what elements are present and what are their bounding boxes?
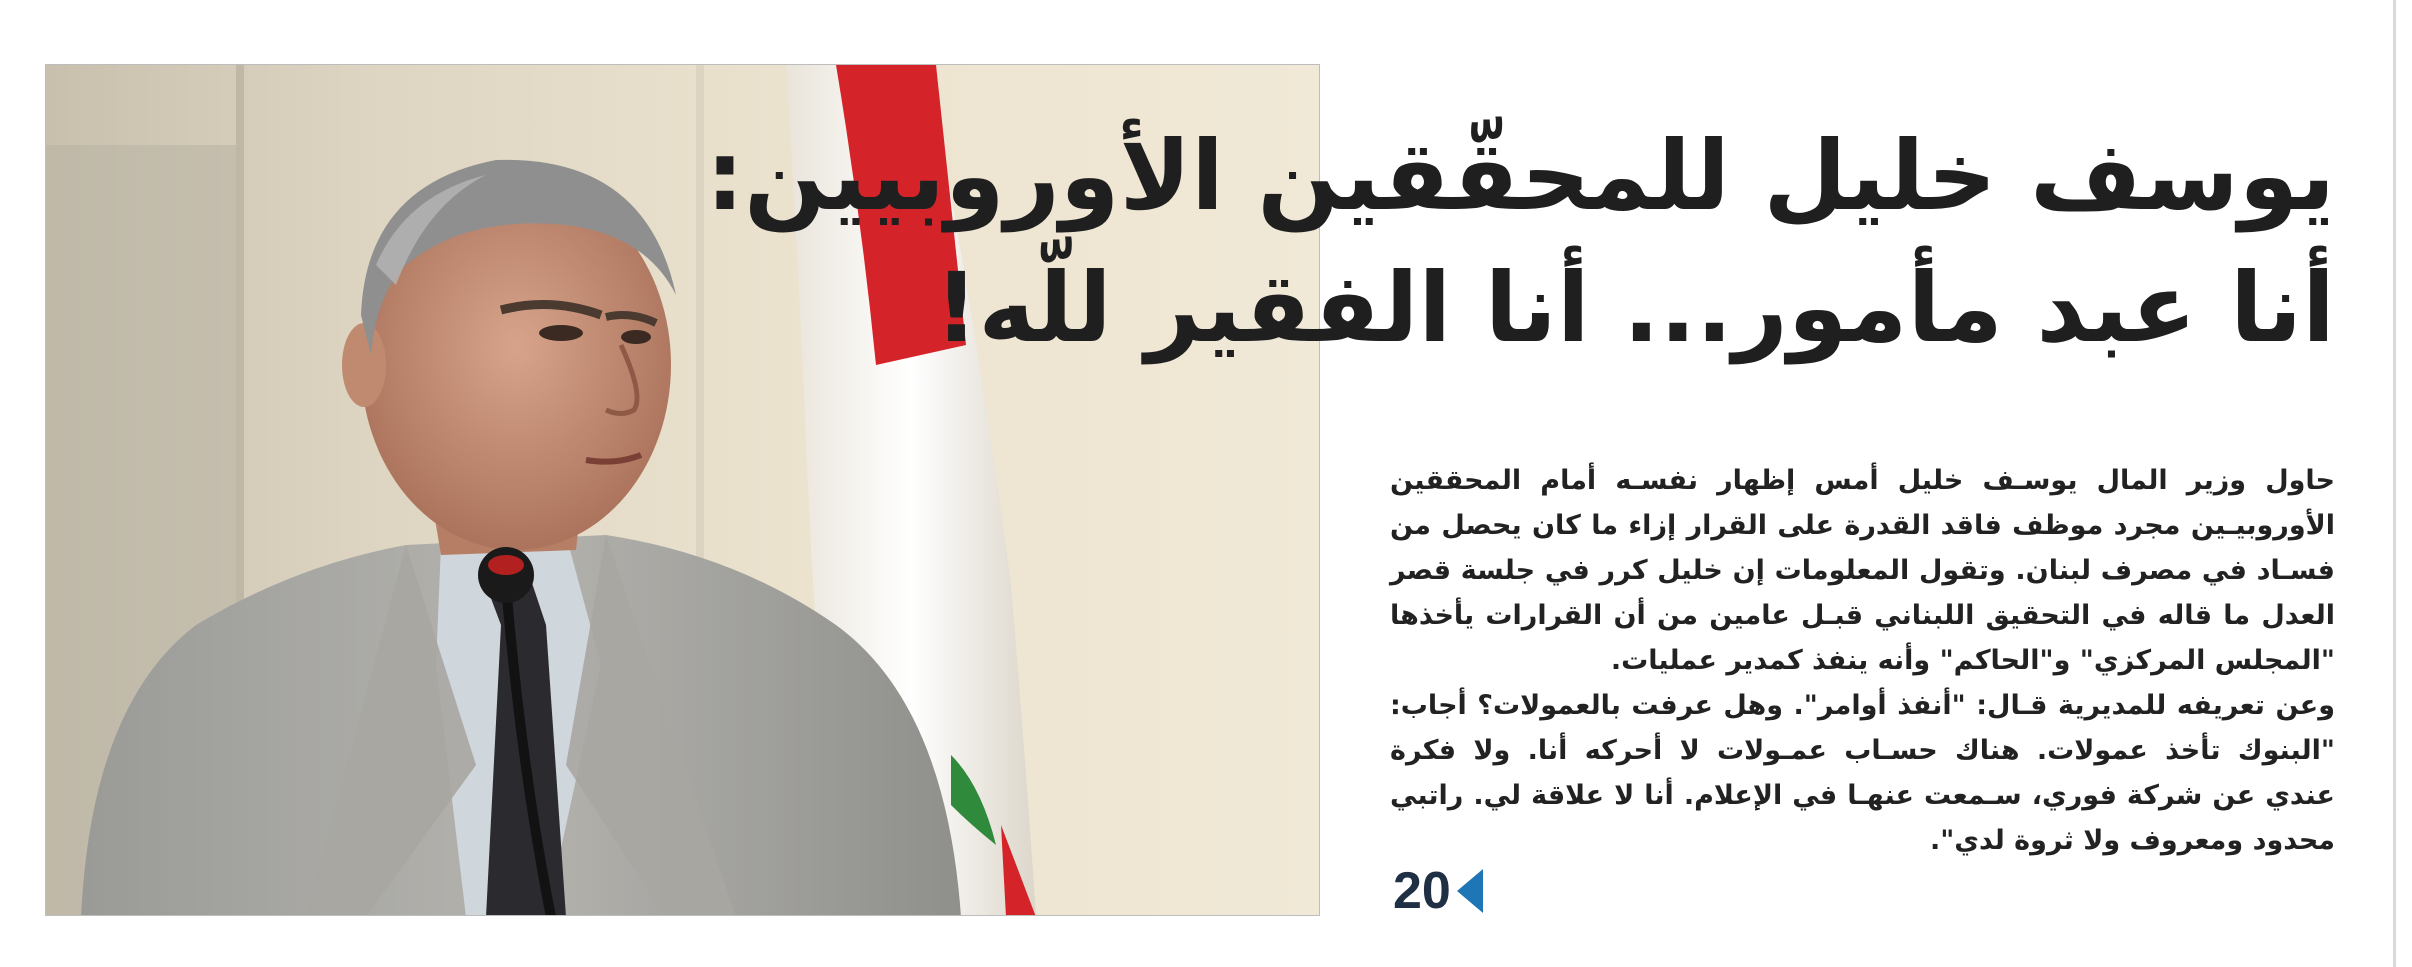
article-body	[1390, 458, 2335, 863]
page-edge-rule	[2393, 0, 2396, 967]
article-paragraph-1: حاول وزير المال يوسـف خليل أمس إظهار نفسـه أمام المحققين الأوروبيـين مجرد موظف فاقد القدرة على القرار إزاء ما كان يحصل من فسـاد في مصرف لبنان. وتقول المعلومات إن خليل كرر في جلسة قصر العدل ما قاله في التحقيق اللبناني قبـل عامين من أن القرارات يأخذها "المجلس المركزي" و"الحاكم" وأنه ينفذ كمدير عمليات.	[1390, 465, 2335, 676]
headline-line-2: أنا عبد مأمور... أنا الفقير للّه!	[934, 252, 2335, 364]
headline-line-1: يوسف خليل للمحقّقين الأوروبيين:	[705, 120, 2335, 232]
headline	[700, 110, 2335, 374]
arrow-left-icon	[1457, 869, 1483, 913]
continued-page-reference	[1393, 861, 1483, 921]
article-paragraph-2: وعن تعريفه للمديرية قـال: "أنفذ أوامر". وهل عرفت بالعمولات؟ أجاب: "البنوك تأخذ عمولات. هناك حسـاب عمـولات لا أحركه أنا. ولا فكرة عندي عن شركة فوري، سـمعت عنهـا في الإعلام. أنا لا علاقة لي. راتبي محدود ومعروف ولا ثروة لدي".	[1390, 690, 2335, 856]
page-number: 20	[1393, 862, 1451, 920]
